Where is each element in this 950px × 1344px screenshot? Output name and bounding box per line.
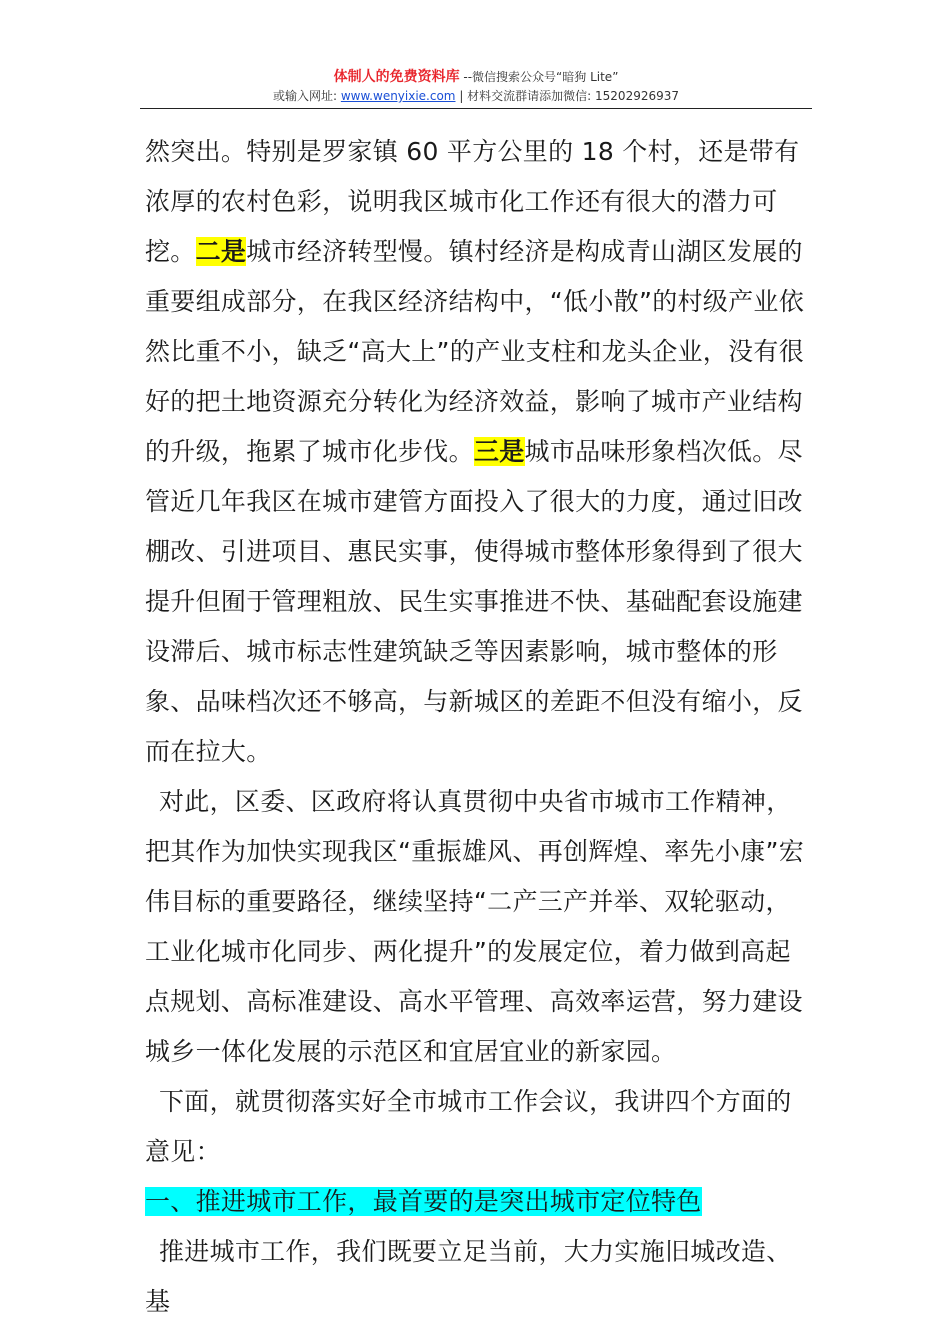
section-heading-text: 一、推进城市工作，最首要的是突出城市定位特色 [145,1187,702,1216]
section-heading [145,1177,813,1227]
header-divider [140,108,812,109]
highlight-label-third: 三是 [473,437,525,466]
header-url-prefix: 或输入网址: [272,89,341,103]
paragraph-section-start: 推进城市工作，我们既要立足当前，大力实施旧城改造、基 [145,1237,792,1316]
highlight-label-second: 二是 [195,237,247,266]
paragraph-response: 对此，区委、区政府将认真贯彻中央省市城市工作精神，把其作为加快实现我区“重振雄风、再创辉煌、率先小康”宏伟目标的重要路径，继续坚持“二产三产并举、双轮驱动，工业化城市化同步、两化提升”的发展定位，着力做到高起点规划、高标准建设、高水平管理、高效率运营，努力建设城乡一体化发展的示范区和宜居宜业的新家园。 [145,787,805,1066]
header-line-2 [140,87,812,105]
header-url-link[interactable]: www.wenyixie.com [340,89,456,103]
paragraph-intro: 下面，就贯彻落实好全市城市工作会议，我讲四个方面的意见： [145,1087,792,1166]
paragraph-part-1: 然突出。特别是罗家镇 60 平方公里的 18 个村，还是带有浓厚的农村色彩，说明我区城市化工作还有很大的潜力可挖。 [145,137,800,266]
document-body [145,127,813,1327]
paragraph-part-2: 城市经济转型慢。镇村经济是构成青山湖区发展的重要组成部分，在我区经济结构中，“低小散”的村级产业依然比重不小，缺乏“高大上”的产业支柱和龙头企业，没有很好的把土地资源充分转化为经济效益，影响了城市产业结构的升级，拖累了城市化步伐。 [145,237,805,466]
paragraph-part-3: 城市品味形象档次低。尽管近几年我区在城市建管方面投入了很大的力度，通过旧改棚改、引进项目、惠民实事，使得城市整体形象得到了很大提升但囿于管理粗放、民生实事推进不快、基础配套设施建设滞后、城市标志性建筑缺乏等因素影响，城市整体的形象、品味档次还不够高，与新城区的差距不但没有缩小，反而在拉大。 [145,437,803,766]
page-header [140,68,812,105]
header-tagline: --微信搜索公众号“暗狗 Lite” [459,70,619,84]
header-brand: 体制人的免费资料库 [333,69,460,85]
header-line-1 [140,68,812,87]
paragraph-problems [145,127,813,777]
header-contact: | 材料交流群请添加微信: 15202926937 [455,89,680,103]
